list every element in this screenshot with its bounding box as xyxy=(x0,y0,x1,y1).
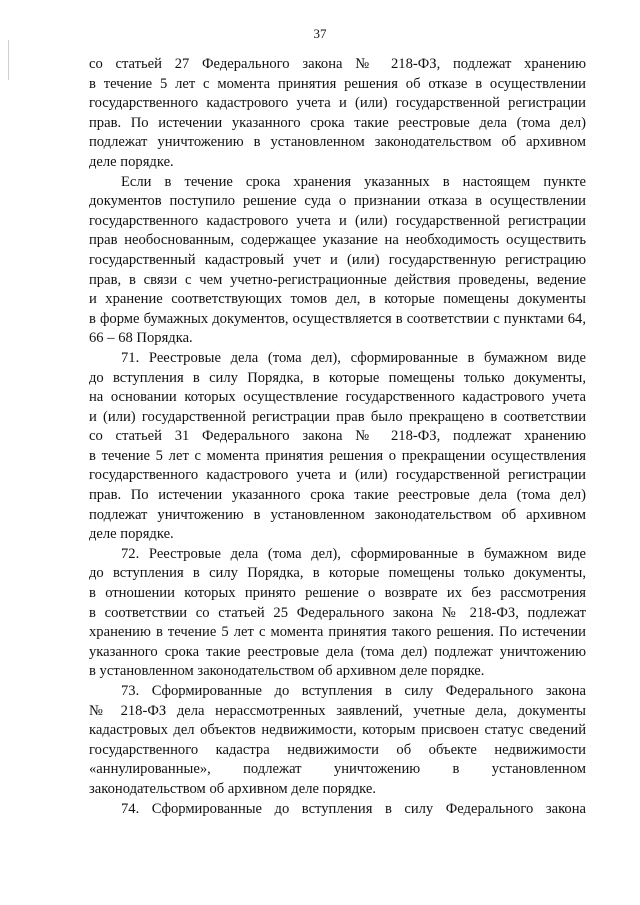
text-line: № 218-ФЗ дела нерассмотренных заявлений, учетные дела, документы xyxy=(89,702,586,719)
text-line: деле порядке. xyxy=(89,526,174,543)
text-line: и хранение соответствующих томов дел, в которые помещены документы xyxy=(89,291,586,308)
text-line: прав необоснованным, содержащее указание на необходимость осуществить xyxy=(89,232,586,249)
text-line: со статьей 27 Федерального закона № 218-ФЗ, подлежат хранению xyxy=(89,56,586,72)
text-line: государственного кадастрового учета и (или) государственной регистрации xyxy=(89,95,586,112)
text-line: и (или) государственной регистрации прав было прекращено в соответствии xyxy=(89,408,586,425)
text-line: государственного кадастрового учета и (или) государственной регистрации xyxy=(89,467,586,484)
text-line: до вступления в силу Порядка, в которые помещены только документы, xyxy=(89,369,586,386)
paragraph-73-first-line: 73. Сформированные до вступления в силу Федерального закона xyxy=(121,683,586,699)
paragraph-first-line: Если в течение срока хранения указанных в настоящем пункте xyxy=(121,173,586,190)
text-line: подлежат уничтожению в установленном законодательством об архивном xyxy=(89,506,586,523)
text-line: государственный кадастровый учет и (или) государственную регистрацию xyxy=(89,251,586,268)
document-body xyxy=(89,55,586,819)
text-line: хранению в течение 5 лет с момента принятия такого решения. По истечении xyxy=(89,624,586,641)
text-line: законодательством об архивном деле порядке. xyxy=(89,780,376,797)
text-line: до вступления в силу Порядка, в которые помещены только документы, xyxy=(89,565,586,582)
text-line: в течение 5 лет с момента принятия решения об отказе в осуществлении xyxy=(89,75,586,92)
page-number: 37 xyxy=(313,26,327,41)
text-line: со статьей 31 Федерального закона № 218-ФЗ, подлежат хранению xyxy=(89,428,586,445)
text-line: деле порядке. xyxy=(89,153,174,170)
text-line: кадастровых дел объектов недвижимости, которым присвоен статус сведений xyxy=(89,722,586,739)
text-line: в отношении которых принято решение о возврате их без рассмотрения xyxy=(89,585,586,602)
paragraph-74-first-line: 74. Сформированные до вступления в силу Федерального закона xyxy=(121,800,586,817)
scan-edge-mark xyxy=(8,40,9,80)
text-line: государственного кадастрового учета и (или) государственной регистрации xyxy=(89,212,586,229)
text-line: «аннулированные», подлежат уничтожению в установленном xyxy=(89,761,586,778)
text-line: указанного срока такие реестровые дела (тома дел) подлежат уничтожению xyxy=(89,643,586,660)
text-line: на основании которых осуществление государственного кадастрового учета xyxy=(89,389,586,406)
text-line: прав. По истечении указанного срока такие реестровые дела (тома дел) xyxy=(89,114,586,131)
paragraph-71-first-line: 71. Реестровые дела (тома дел), сформированные в бумажном виде xyxy=(121,349,586,366)
text-line: в форме бумажных документов, осуществляется в соответствии с пунктами 64, xyxy=(89,310,586,327)
paragraph-72-first-line: 72. Реестровые дела (тома дел), сформированные в бумажном виде xyxy=(121,545,586,562)
text-line: документов поступило решение суда о признании отказа в осуществлении xyxy=(89,193,586,210)
text-line: прав, в связи с чем учетно-регистрационные действия проведены, ведение xyxy=(89,271,586,288)
text-line: в течение 5 лет с момента принятия решения о прекращении осуществления xyxy=(89,447,586,464)
text-line: государственного кадастра недвижимости об объекте недвижимости xyxy=(89,741,586,758)
text-line: в соответствии со статьей 25 Федерального закона № 218-ФЗ, подлежат xyxy=(89,604,586,621)
text-line: 66 – 68 Порядка. xyxy=(89,330,193,347)
text-line: подлежат уничтожению в установленном законодательством об архивном xyxy=(89,134,586,151)
text-line: в установленном законодательством об архивном деле порядке. xyxy=(89,663,485,680)
text-line: прав. По истечении указанного срока такие реестровые дела (тома дел) xyxy=(89,487,586,504)
